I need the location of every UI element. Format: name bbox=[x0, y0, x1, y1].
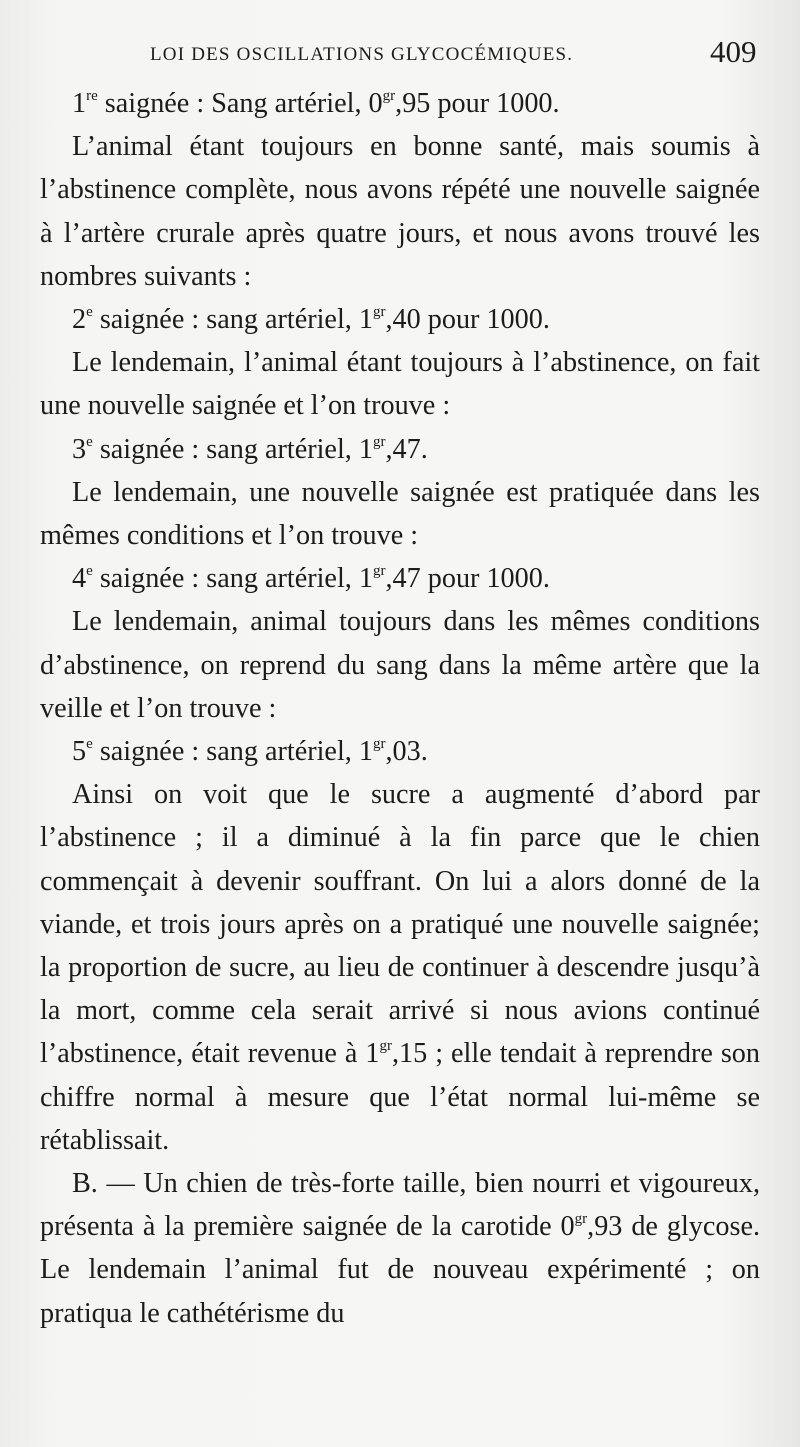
measurement-line-1: 1re saignée : Sang artériel, $0^{gr},95$ pour 1000. bbox=[72, 88, 560, 119]
measurement-line-3: 3e saignée : sang artériel, $1^{gr},47$. bbox=[72, 433, 428, 465]
body-text bbox=[40, 82, 760, 1335]
page-number: 409 bbox=[710, 34, 757, 69]
page-header bbox=[0, 34, 800, 74]
paragraph-abstinence: L’animal étant toujours en bonne santé, mais soumis à l’abstinence complète, nous avons répété une nouvelle saignée à l’artère crurale après quatre jours, et nous avons trouvé les nombres suivants : bbox=[40, 131, 760, 292]
running-title: LOI DES OSCILLATIONS GLYCOCÉMIQUES. bbox=[150, 44, 574, 65]
paragraph-next-day-2: Le lendemain, une nouvelle saignée est pratiquée dans les mêmes conditions et l’on trouve : bbox=[40, 476, 760, 552]
measurement-line-4: 4e saignée : sang artériel, $1^{gr},47$ pour 1000. bbox=[72, 563, 550, 595]
paragraph-next-day-1: Le lendemain, l’animal étant toujours à l’abstinence, on fait une nouvelle saignée et l’on trouve : bbox=[40, 347, 760, 422]
measurement-line-2: 2e saignée : sang artériel, $1^{gr},40$ pour 1000. bbox=[72, 304, 550, 336]
measurement-line-5: 5e saignée : sang artériel, $1^{gr},03$. bbox=[72, 736, 428, 768]
paragraph-next-day-3: Le lendemain, animal toujours dans les mêmes conditions d’abstinence, on reprend du sang dans la même artère que la veille et l’on trouve : bbox=[40, 606, 760, 724]
paragraph-conclusion: Ainsi on voit que le sucre a augmenté d’abord par l’abstinence ; il a diminué à la fin parce que le chien commençait à devenir souffrant. On lui a alors donné de la viande, et trois jours après on a pratiqué une nouvelle saignée; la proportion de sucre, au lieu de continuer à descendre jusqu’à la mort, comme cela serait arrivé si nous avions continué l’abstinence, était revenue à $1^{gr},15$ ; elle tendait à reprendre son chiffre normal à mesure que l’état normal lui-même se rétablissait. bbox=[40, 779, 760, 1156]
paragraph-experiment-b: B. — Un chien de très-forte taille, bien nourri et vigoureux, présenta à la première saignée de la carotide $0^{gr},93$ de glycose. Le lendemain l’animal fut de nouveau expérimenté ; on pratiqua le cathétérisme du bbox=[40, 1168, 760, 1329]
